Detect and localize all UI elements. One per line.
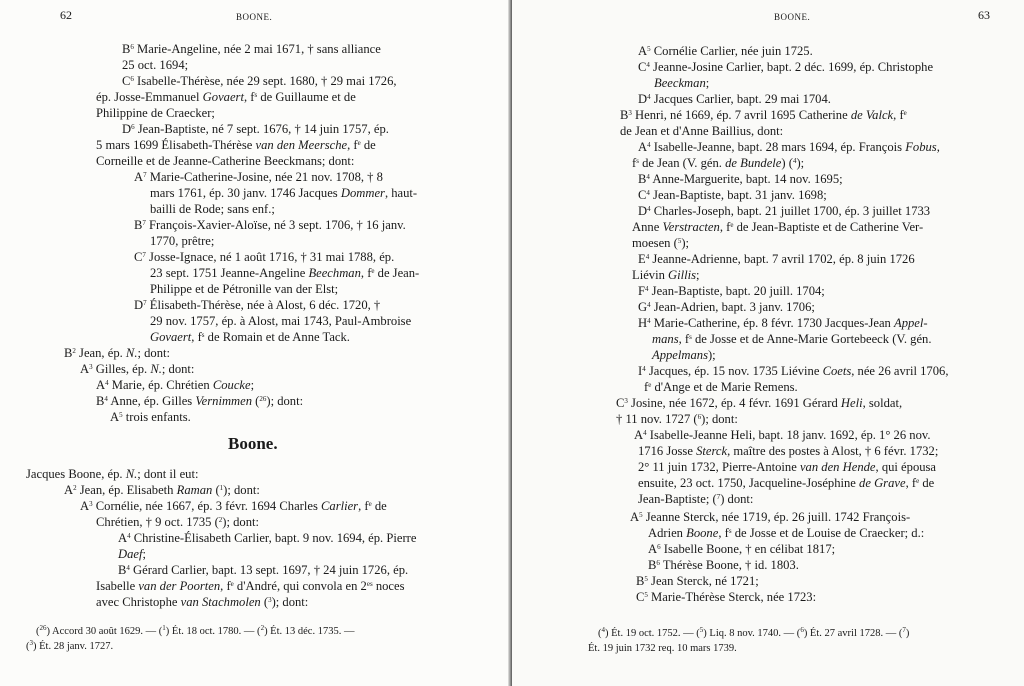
page-number: 62 (60, 8, 72, 22)
right-text-line: 1716 Josse Sterck, maître des postes à Alost, † 6 févr. 1732; (638, 444, 939, 458)
right-text-line: ensuite, 23 oct. 1750, Jacqueline-Joséphine de Grave, $f^e$ de (638, 476, 935, 490)
running-head: BOONE. (774, 12, 811, 22)
right-text-line: Beeckman; (654, 76, 710, 90)
left-text-line: ép. Josse-Emmanuel Govaert, $f^s$ de Guillaume et de (96, 90, 356, 104)
left-text-line: 5 mars 1699 Élisabeth-Thérèse van den Meersche, $f^e$ de (96, 138, 376, 152)
right-text-line: Jean-Baptiste; ($^7$) dont: (638, 492, 754, 506)
left-footnote-line: ($^3$) Ét. 28 janv. 1727. (26, 639, 114, 652)
left-text-line: $B^6$ Marie-Angeline, née 2 mai 1671, † sans alliance (122, 42, 381, 56)
right-text-line: Adrien Boone, $f^s$ de Josse et de Louise de Craecker; d.: (648, 526, 925, 540)
left-text-line: $A^4$ Marie, ép. Chrétien Coucke; (96, 378, 255, 392)
left-text-line: $B^7$ François-Xavier-Aloïse, né 3 sept. 1706, † 16 janv. (134, 218, 406, 232)
left-text-line: 23 sept. 1751 Jeanne-Angeline Beechman, $f^e$ de Jean- (150, 266, 420, 280)
left-text-line: $B^2$ Jean, ép. N.; dont: (64, 346, 171, 360)
right-text-line: $B^6$ Thérèse Boone, † id. 1803. (648, 558, 799, 572)
right-text-line: $C^4$ Jeanne-Josine Carlier, bapt. 2 déc. 1699, ép. Christophe (638, 60, 934, 74)
right-text-line: Anne Verstracten, $f^e$ de Jean-Baptiste et de Catherine Ver- (632, 220, 924, 234)
left-text-line: Govaert, $f^s$ de Romain et de Anne Tack. (150, 330, 350, 344)
right-footnote-line: ($^4$) Ét. 19 oct. 1752. — ($^5$) Liq. 8 nov. 1740. — ($^6$) Ét. 27 avril 1728. — ($^7$) (598, 626, 910, 639)
section-title: Boone. (228, 434, 278, 453)
left-text-line: Philippine de Craecker; (96, 106, 215, 120)
left-text-line: $C^7$ Josse-Ignace, né 1 août 1716, † 31 mai 1788, ép. (134, 250, 395, 264)
running-head: BOONE. (236, 12, 273, 22)
right-text-line: $E^4$ Jeanne-Adrienne, bapt. 7 avril 1702, ép. 8 juin 1726 (638, 252, 915, 266)
right-text-line: $A^5$ Cornélie Carlier, née juin 1725. (638, 44, 813, 58)
right-text-line: $A^5$ Jeanne Sterck, née 1719, ép. 26 juill. 1742 François- (630, 510, 911, 524)
left-text-line: Corneille et de Jeanne-Catherine Beeckmans; dont: (96, 154, 355, 168)
left-text-line: $D^6$ Jean-Baptiste, né 7 sept. 1676, † 14 juin 1757, ép. (122, 122, 389, 136)
right-footnote-line: Ét. 19 juin 1732 req. 10 mars 1739. (588, 643, 737, 654)
right-text-line: $B^4$ Anne-Marguerite, bapt. 14 nov. 1695; (638, 172, 843, 186)
right-text-line: mans, $f^s$ de Josse et de Anne-Marie Gortebeeck (V. gén. (652, 332, 932, 346)
right-text-line: $B^5$ Jean Sterck, né 1721; (636, 574, 759, 588)
left-text-line: Chrétien, † 9 oct. 1735 ($^2$); dont: (96, 515, 259, 529)
left-text-line: mars 1761, ép. 30 janv. 1746 Jacques Dommer, haut- (150, 186, 418, 200)
left-text-line: $A^5$ trois enfants. (110, 410, 191, 424)
right-text-line: 2° 11 juin 1732, Pierre-Antoine van den Hende, qui épousa (638, 460, 937, 474)
right-page (512, 0, 1024, 686)
right-text-line: $B^3$ Henri, né 1669, ép. 7 avril 1695 Catherine de Valck, $f^e$ (620, 108, 907, 122)
right-text-line: $A^4$ Isabelle-Jeanne Heli, bapt. 18 janv. 1692, ép. 1° 26 nov. (634, 428, 931, 442)
left-footnote-line: ($^{26}$) Accord 30 août 1629. — ($^1$) Ét. 18 oct. 1780. — ($^2$) Ét. 13 déc. 1735. — (36, 624, 355, 637)
left-text-line: Jacques Boone, ép. N.; dont il eut: (26, 467, 199, 481)
right-text-line: de Jean et d'Anne Baillius, dont: (620, 124, 784, 138)
right-text-line: $I^4$ Jacques, ép. 15 nov. 1735 Liévine Coets, née 26 avril 1706, (638, 364, 949, 378)
left-text-line: $A^2$ Jean, ép. Elisabeth Raman ($^1$); dont: (64, 483, 260, 497)
left-text-line: $B^4$ Gérard Carlier, bapt. 13 sept. 1697, † 24 juin 1726, ép. (118, 563, 409, 577)
page-number: 63 (978, 8, 990, 22)
left-text-line: $A^4$ Christine-Élisabeth Carlier, bapt. 9 nov. 1694, ép. Pierre (118, 531, 417, 545)
right-text-line: $F^4$ Jean-Baptiste, bapt. 20 juill. 1704; (638, 284, 825, 298)
right-text-line: $G^4$ Jean-Adrien, bapt. 3 janv. 1706; (638, 300, 815, 314)
left-text-line: $A^7$ Marie-Catherine-Josine, née 21 nov. 1708, † 8 (134, 170, 383, 184)
right-text-line: $H^4$ Marie-Catherine, ép. 8 févr. 1730 Jacques-Jean Appel- (638, 316, 928, 330)
left-text-line: $D^7$ Élisabeth-Thérèse, née à Alost, 6 déc. 1720, † (134, 298, 381, 312)
right-text-line: † 11 nov. 1727 ($^6$); dont: (616, 412, 738, 426)
left-text-line: $C^6$ Isabelle-Thérèse, née 29 sept. 1680, † 29 mai 1726, (122, 74, 397, 88)
right-text-line: $A^4$ Isabelle-Jeanne, bapt. 28 mars 1694, ép. François Fobus, (638, 140, 940, 154)
left-text-line: Isabelle van der Poorten, $f^e$ d'André, qui convola en $2^{es}$ noces (96, 579, 405, 593)
right-text-line: $D^4$ Jacques Carlier, bapt. 29 mai 1704. (638, 92, 831, 106)
left-text-line: Daef; (118, 547, 146, 561)
left-text-line: bailli de Rode; sans enf.; (150, 202, 275, 216)
left-text-line: 29 nov. 1757, ép. à Alost, mai 1743, Paul-Ambroise (150, 314, 412, 328)
right-text-line: $D^4$ Charles-Joseph, bapt. 21 juillet 1700, ép. 3 juillet 1733 (638, 204, 931, 218)
left-text-line: $A^3$ Cornélie, née 1667, ép. 3 févr. 1694 Charles Carlier, $f^e$ de (80, 499, 387, 513)
right-text-line: $f^e$ d'Ange et de Marie Remens. (644, 380, 798, 394)
left-text-line: 1770, prêtre; (150, 234, 215, 248)
right-text-line: $C^4$ Jean-Baptiste, bapt. 31 janv. 1698; (638, 188, 827, 202)
right-text-line: $C^5$ Marie-Thérèse Sterck, née 1723: (636, 590, 817, 604)
left-text-line: $A^3$ Gilles, ép. N.; dont: (80, 362, 195, 376)
right-text-line: $f^s$ de Jean (V. gén. de Bundele) ($^4$); (632, 156, 805, 170)
right-text-line: Appelmans); (652, 348, 716, 362)
left-text-line: avec Christophe van Stachmolen ($^3$); dont: (96, 595, 309, 609)
right-text-line: moesen ($^5$); (632, 236, 690, 250)
left-text-line: Philippe et de Pétronille van der Elst; (150, 282, 339, 296)
right-text-line: $C^3$ Josine, née 1672, ép. 4 févr. 1691 Gérard Heli, soldat, (616, 396, 903, 410)
right-text-line: Liévin Gillis; (632, 268, 700, 282)
left-text-line: 25 oct. 1694; (122, 58, 189, 72)
left-text-line: $B^4$ Anne, ép. Gilles Vernimmen ($^{26}$); dont: (96, 394, 304, 408)
right-text-line: $A^6$ Isabelle Boone, † en célibat 1817; (648, 542, 836, 556)
